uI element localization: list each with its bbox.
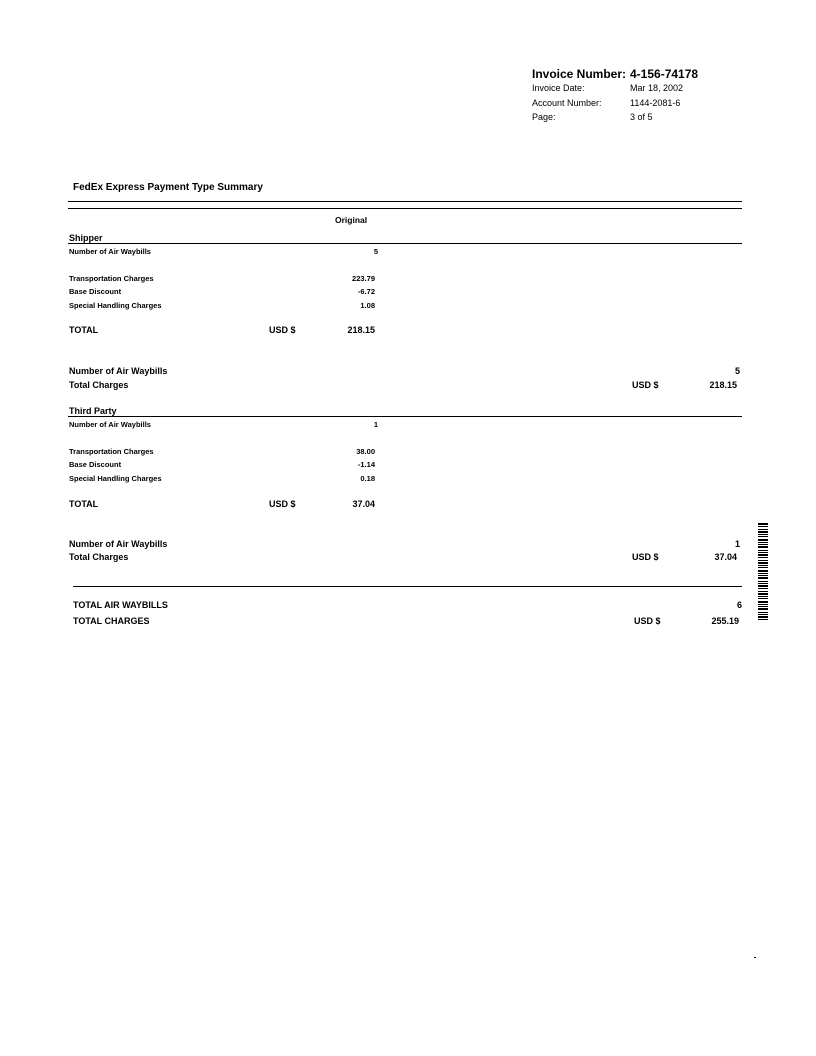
invoice-date: Mar 18, 2002 — [630, 83, 684, 93]
third-party-special: 0.18 — [360, 474, 375, 483]
third-party-sub-charges: 37.04 — [714, 552, 737, 562]
page-label: Page: — [532, 112, 556, 122]
third-party-sub-waybills-label: Number of Air Waybills — [69, 539, 168, 549]
title-rule-bottom — [68, 208, 742, 209]
third-party-total: 37.04 — [352, 499, 375, 509]
shipper-transport: 223.79 — [352, 274, 375, 283]
section-name-third-party: Third Party — [69, 406, 117, 416]
shipper-sub-currency: USD $ — [632, 380, 659, 390]
third-party-waybills-label: Number of Air Waybills — [69, 420, 151, 429]
third-party-discount-label: Base Discount — [69, 460, 122, 469]
third-party-special-label: Special Handling Charges — [69, 474, 162, 483]
shipper-currency: USD $ — [269, 325, 296, 335]
third-party-sub-currency: USD $ — [632, 552, 659, 562]
shipper-total-label: TOTAL — [69, 325, 99, 335]
third-party-sub-waybills: 1 — [734, 539, 740, 549]
grand-waybills-label: TOTAL AIR WAYBILLS — [73, 600, 168, 610]
third-party-sub-charges-label: Total Charges — [69, 552, 129, 562]
invoice-number-label: Invoice Number: — [532, 67, 627, 81]
section-name-shipper: Shipper — [69, 233, 103, 243]
shipper-special: 1.08 — [360, 301, 375, 310]
shipper-discount: -6.72 — [357, 287, 375, 296]
shipper-special-label: Special Handling Charges — [69, 301, 162, 310]
account-number-label: Account Number: — [532, 98, 602, 108]
third-party-discount: -1.14 — [357, 460, 375, 469]
shipper-discount-label: Base Discount — [69, 287, 122, 296]
page-mark — [754, 957, 756, 958]
grand-charges: 255.19 — [711, 616, 739, 626]
account-number: 1144-2081-6 — [630, 98, 681, 108]
summary-title: FedEx Express Payment Type Summary — [73, 182, 263, 193]
shipper-sub-waybills-label: Number of Air Waybills — [69, 366, 168, 376]
grand-total-rule — [73, 586, 742, 587]
shipper-sub-waybills: 5 — [734, 366, 740, 376]
invoice-number: 4-156-74178 — [630, 67, 699, 81]
shipper-rule — [68, 243, 742, 244]
shipper-total: 218.15 — [347, 325, 375, 335]
grand-waybills: 6 — [736, 600, 742, 610]
shipper-transport-label: Transportation Charges — [69, 274, 154, 283]
page-number: 3 of 5 — [630, 112, 653, 122]
title-rule-top — [68, 201, 742, 202]
third-party-total-label: TOTAL — [69, 499, 99, 509]
third-party-transport: 38.00 — [356, 447, 375, 456]
barcode-icon — [758, 523, 768, 621]
shipper-waybills-label: Number of Air Waybills — [69, 247, 151, 256]
grand-charges-label: TOTAL CHARGES — [73, 616, 150, 626]
shipper-sub-charges: 218.15 — [709, 380, 737, 390]
third-party-transport-label: Transportation Charges — [69, 447, 154, 456]
shipper-waybills: 5 — [373, 247, 378, 256]
grand-currency: USD $ — [634, 616, 661, 626]
invoice-date-label: Invoice Date: — [532, 83, 585, 93]
shipper-sub-charges-label: Total Charges — [69, 380, 129, 390]
third-party-rule — [68, 416, 742, 417]
column-header-original: Original — [335, 215, 368, 225]
third-party-waybills: 1 — [373, 420, 378, 429]
third-party-currency: USD $ — [269, 499, 296, 509]
